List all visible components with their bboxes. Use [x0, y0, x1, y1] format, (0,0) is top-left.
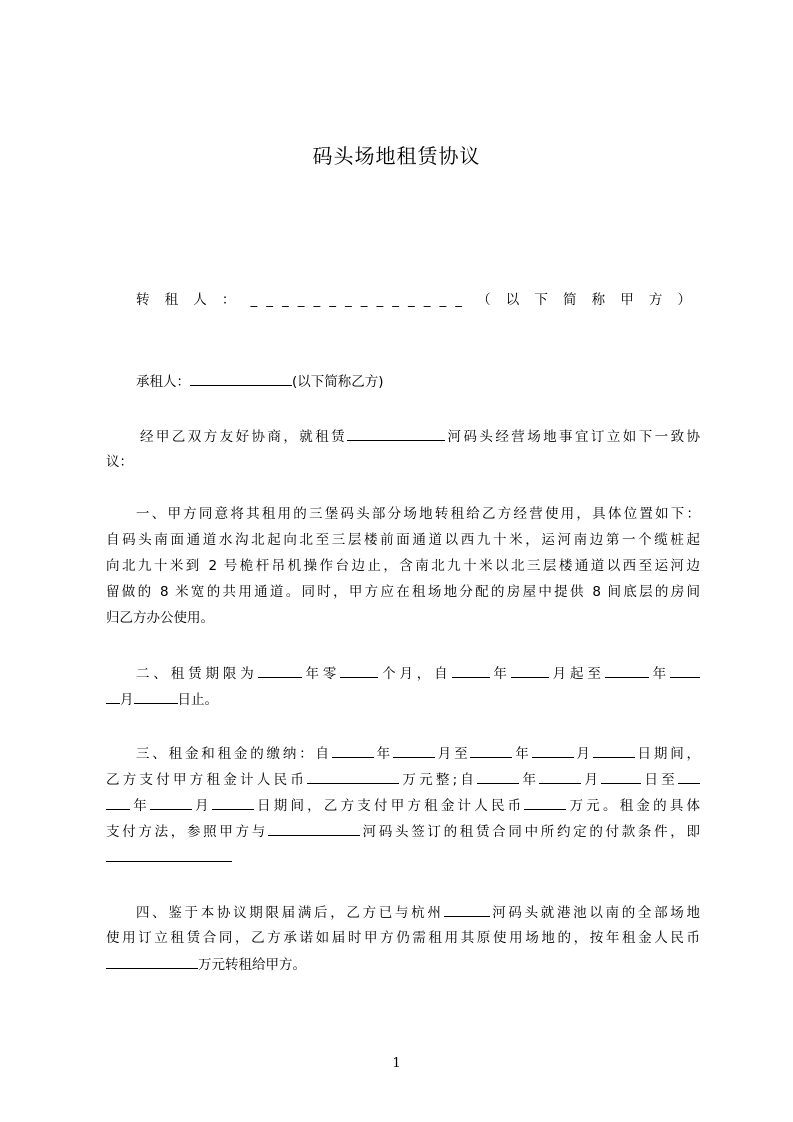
clause1-line-4: 留做的 8 米宽的共用通道。同时，甲方应在租场地分配的房屋中提供 8 间底层的房间 — [106, 584, 700, 600]
clause3-line-4: 支付方法，参照甲方与 河码头签订的租赁合同中所约定的付款条件，即 — [106, 824, 700, 840]
clause1-line-3: 向北九十米到 2 号桅杆吊机操作台边止，含南北九十米以北三层楼通道以西至运河边 — [106, 558, 700, 574]
intro-blank — [347, 427, 445, 441]
clause2-line-1: 二、租赁期限为 年零 个月，自 年 月起至 年 — [136, 664, 700, 683]
clause3-line-1: 三、租金和租金的缴纳：自 年 月至 年 月 日期间， — [136, 746, 700, 762]
clause4-line-2: 使用订立租赁合同，乙方承诺如届时甲方仍需租用其原使用场地的，按年租金人民币 — [106, 930, 700, 946]
clause3-line-3: 年 月 日期间，乙方支付甲方租金计人民币 万元。租金的具体 — [106, 796, 700, 815]
clause1-line-2: 自码头南面通道水沟北起向北至三层楼前面通道以西九十米，运河南边第一个缆桩起 — [106, 532, 700, 548]
lessee-label: 承租人： — [136, 374, 190, 390]
intro-line-1: 经甲乙双方友好协商，就租赁 河码头经营场地事宜订立如下一致协 — [140, 429, 700, 445]
clause1-line-5: 归乙方办公使用。 — [106, 610, 214, 626]
clause3-line-5 — [106, 848, 700, 867]
page-number: 1 — [392, 1056, 401, 1071]
lessor-line: 转租人：______________（以下简称甲方） — [136, 292, 700, 308]
clause4-line-1: 四、鉴于本协议期限届满后，乙方已与杭州 河码头就港池以南的全部场地 — [136, 905, 700, 921]
intro-line-2: 议： — [106, 454, 133, 470]
document-title: 码头场地租赁协议 — [312, 144, 481, 168]
lessee-line — [136, 372, 700, 391]
lessee-blank — [190, 372, 292, 386]
clause2-line-2: 月 日止。 — [106, 690, 700, 709]
clause3-line-2: 乙方支付甲方租金计人民币 万元整;自 年 月 日至 — [106, 770, 700, 789]
lessee-suffix: (以下简称乙方) — [292, 374, 384, 390]
clause4-line-3: 万元转租给甲方。 — [106, 955, 700, 974]
clause1-line-1: 一、甲方同意将其租用的三堡码头部分场地转租给乙方经营使用，具体位置如下： — [136, 506, 700, 522]
